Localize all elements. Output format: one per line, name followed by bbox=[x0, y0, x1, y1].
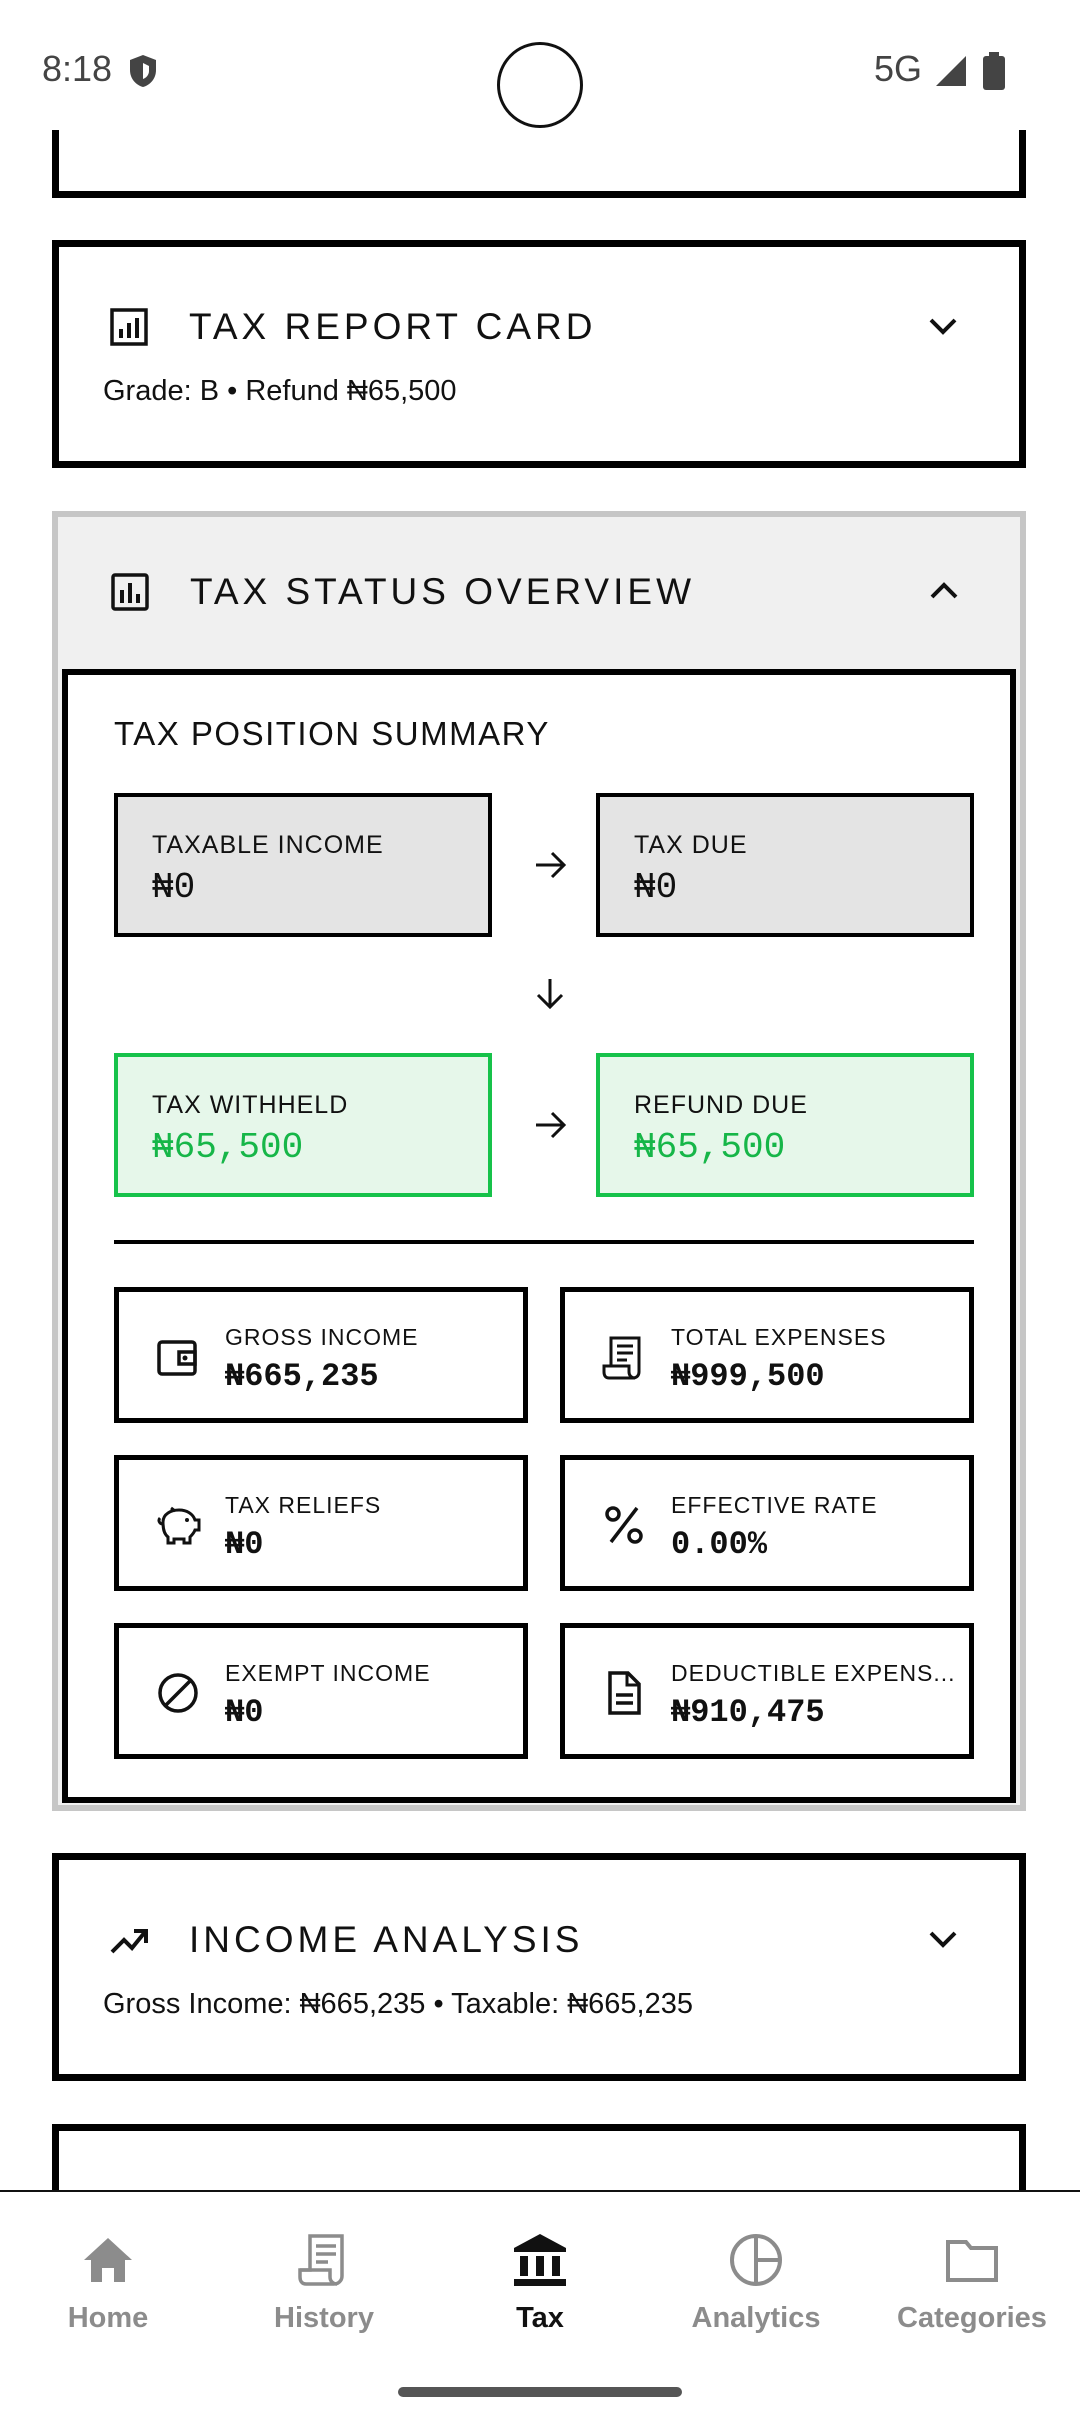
stat-label: TOTAL EXPENSES bbox=[671, 1324, 887, 1350]
nav-label: Home bbox=[67, 2302, 149, 2334]
stat-label: DEDUCTIBLE EXPENS... bbox=[671, 1660, 956, 1686]
nav-categories[interactable] bbox=[872, 2232, 1072, 2335]
nav-home[interactable] bbox=[8, 2232, 208, 2335]
flow-value: ₦0 bbox=[634, 867, 678, 908]
divider bbox=[114, 1240, 974, 1244]
piggy-bank-icon bbox=[155, 1502, 201, 1548]
pie-chart-icon bbox=[728, 2232, 784, 2288]
arrow-right-icon bbox=[530, 1105, 570, 1145]
summary-title: TAX POSITION SUMMARY bbox=[114, 715, 550, 752]
flow-label: TAX DUE bbox=[634, 831, 748, 859]
flow-value: ₦0 bbox=[152, 867, 196, 908]
wallet-icon bbox=[155, 1334, 201, 1380]
stat-value: ₦665,235 bbox=[225, 1358, 379, 1395]
flow-value: ₦65,500 bbox=[152, 1127, 304, 1168]
card-header[interactable] bbox=[109, 302, 969, 352]
chevron-down-icon[interactable] bbox=[925, 308, 961, 344]
arrow-right-icon bbox=[530, 845, 570, 885]
battery-icon bbox=[982, 52, 1006, 90]
nav-label: Analytics bbox=[691, 2302, 821, 2334]
home-indicator[interactable] bbox=[398, 2387, 682, 2397]
tax-status-overview-card bbox=[52, 511, 1026, 1811]
stat-value: ₦910,475 bbox=[671, 1694, 825, 1731]
card-title: TAX REPORT CARD bbox=[189, 306, 597, 347]
nav-label: Categories bbox=[897, 2302, 1047, 2334]
card-header[interactable] bbox=[109, 1915, 969, 1965]
stat-value: ₦999,500 bbox=[671, 1358, 825, 1395]
flow-value: ₦65,500 bbox=[634, 1127, 786, 1168]
bar-chart-icon bbox=[110, 572, 150, 612]
trending-up-icon bbox=[109, 1920, 149, 1960]
exempt-income-tile bbox=[114, 1623, 528, 1759]
stat-value: ₦0 bbox=[225, 1694, 264, 1731]
flow-label: TAXABLE INCOME bbox=[152, 831, 384, 859]
nav-tax[interactable] bbox=[440, 2232, 640, 2335]
stat-label: EFFECTIVE RATE bbox=[671, 1492, 878, 1518]
refund-due-box bbox=[596, 1053, 974, 1197]
stat-label: GROSS INCOME bbox=[225, 1324, 419, 1350]
taxable-income-box bbox=[114, 793, 492, 937]
total-expenses-tile bbox=[560, 1287, 974, 1423]
flow-label: TAX WITHHELD bbox=[152, 1091, 349, 1119]
report-chart-icon bbox=[109, 307, 149, 347]
tax-position-panel bbox=[62, 669, 1016, 1803]
tax-due-box bbox=[596, 793, 974, 937]
card-subtitle: Gross Income: ₦665,235 • Taxable: ₦665,235 bbox=[103, 1988, 693, 2020]
stat-label: TAX RELIEFS bbox=[225, 1492, 382, 1518]
nav-history[interactable] bbox=[224, 2232, 424, 2335]
signal-icon bbox=[932, 54, 968, 88]
card-title: INCOME ANALYSIS bbox=[189, 1919, 584, 1960]
effective-rate-tile bbox=[560, 1455, 974, 1591]
income-analysis-card[interactable] bbox=[52, 1853, 1026, 2081]
home-icon bbox=[80, 2232, 136, 2288]
stat-label: EXEMPT INCOME bbox=[225, 1660, 431, 1686]
receipt-icon bbox=[601, 1334, 647, 1380]
stat-value: ₦0 bbox=[225, 1526, 264, 1563]
previous-card[interactable] bbox=[52, 130, 1026, 198]
camera-cutout bbox=[497, 42, 583, 128]
chevron-up-icon[interactable] bbox=[926, 573, 962, 609]
deductible-expenses-tile bbox=[560, 1623, 974, 1759]
flow-label: REFUND DUE bbox=[634, 1091, 808, 1119]
arrow-down-icon bbox=[530, 973, 570, 1013]
gross-income-tile bbox=[114, 1287, 528, 1423]
status-time: 8:18 bbox=[42, 48, 113, 89]
tax-reliefs-tile bbox=[114, 1455, 528, 1591]
network-type: 5G bbox=[874, 48, 923, 89]
card-header[interactable] bbox=[110, 567, 970, 617]
nav-label: Tax bbox=[516, 2302, 564, 2334]
bank-icon bbox=[512, 2232, 568, 2288]
document-icon bbox=[601, 1670, 647, 1716]
folder-icon bbox=[944, 2232, 1000, 2288]
chevron-down-icon[interactable] bbox=[925, 1921, 961, 1957]
nav-label: History bbox=[274, 2302, 374, 2334]
nav-analytics[interactable] bbox=[656, 2232, 856, 2335]
percent-icon bbox=[601, 1502, 647, 1548]
block-icon bbox=[155, 1670, 201, 1716]
stat-value: 0.00% bbox=[671, 1526, 768, 1563]
tax-withheld-box bbox=[114, 1053, 492, 1197]
tax-report-card[interactable] bbox=[52, 240, 1026, 468]
card-title: TAX STATUS OVERVIEW bbox=[190, 571, 695, 612]
receipt-icon bbox=[296, 2232, 352, 2288]
card-subtitle: Grade: B • Refund ₦65,500 bbox=[103, 375, 457, 407]
shield-icon bbox=[128, 54, 158, 88]
status-bar bbox=[0, 0, 1080, 140]
